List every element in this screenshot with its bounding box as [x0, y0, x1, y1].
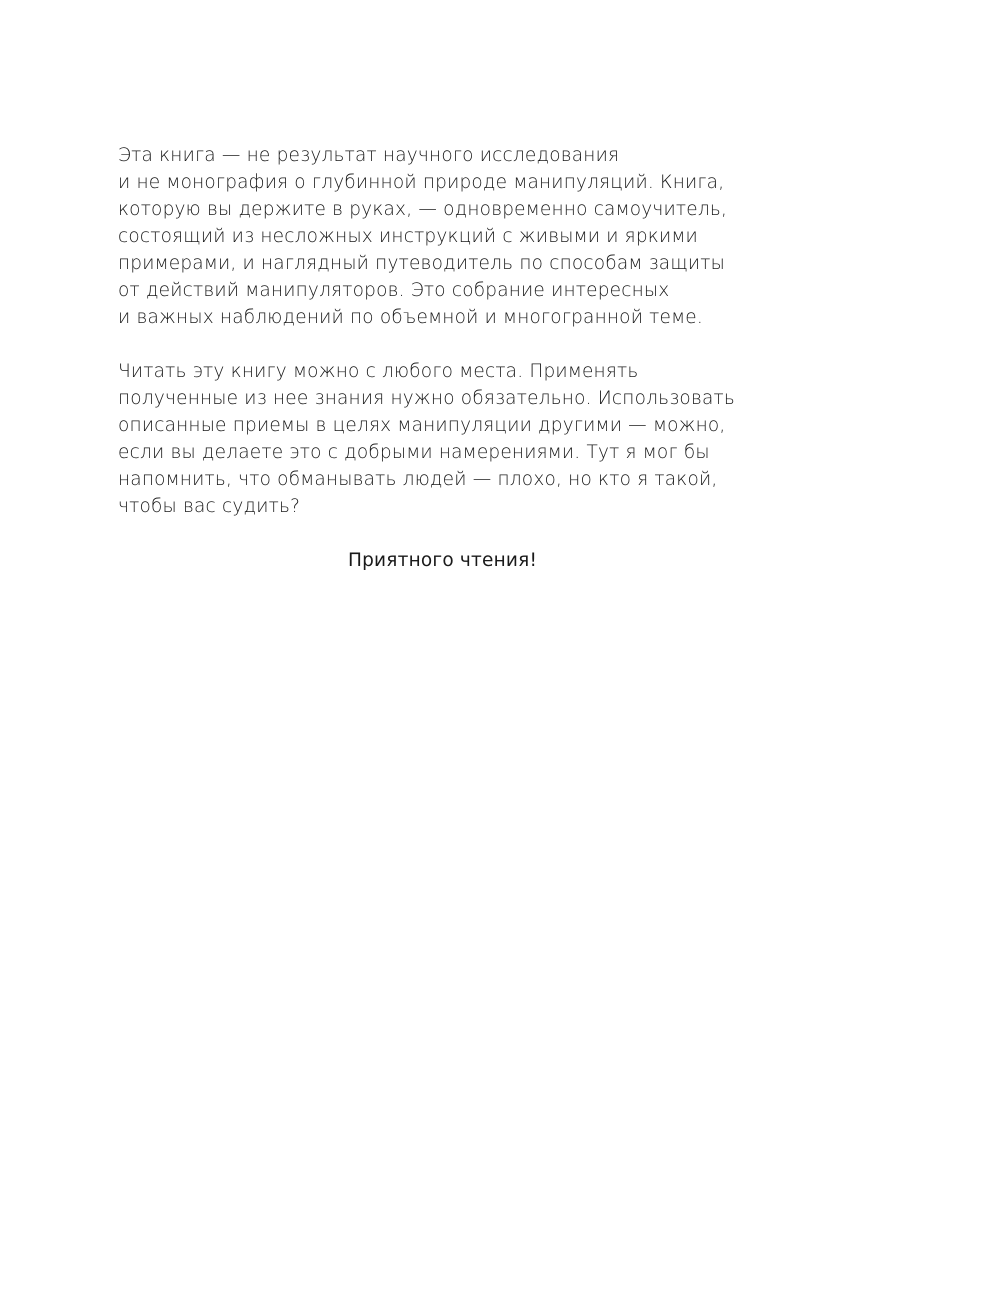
text-line: состоящий из несложных инструкций с живыми и яркими — [118, 226, 698, 247]
paragraph-intro — [118, 142, 778, 331]
text-line: и не монография о глубинной природе манипуляций. Книга, — [118, 172, 725, 193]
paragraph-usage — [118, 358, 778, 520]
text-line: чтобы вас судить? — [118, 496, 301, 517]
text-line: полученные из нее знания нужно обязательно. Использовать — [118, 388, 735, 409]
text-line: Эта книга — не результат научного исследования — [118, 145, 620, 166]
text-line: и важных наблюдений по объемной и многогранной теме. — [118, 307, 703, 328]
paragraph-spacer — [118, 331, 778, 358]
text-line: от действий манипуляторов. Это собрание интересных — [118, 280, 670, 301]
closing-line: Приятного чтения! — [348, 550, 538, 571]
text-line: если вы делаете это с добрыми намерениями. Тут я мог бы — [118, 442, 710, 463]
text-line: Читать эту книгу можно с любого места. Применять — [118, 361, 639, 382]
body-text — [118, 142, 778, 520]
text-line: напомнить, что обманывать людей — плохо, но кто я такой, — [118, 469, 718, 490]
text-line: которую вы держите в руках, — одновременно самоучитель, — [118, 199, 728, 220]
text-line: примерами, и наглядный путеводитель по способам защиты — [118, 253, 725, 274]
text-line: описанные приемы в целях манипуляции другими — можно, — [118, 415, 726, 436]
